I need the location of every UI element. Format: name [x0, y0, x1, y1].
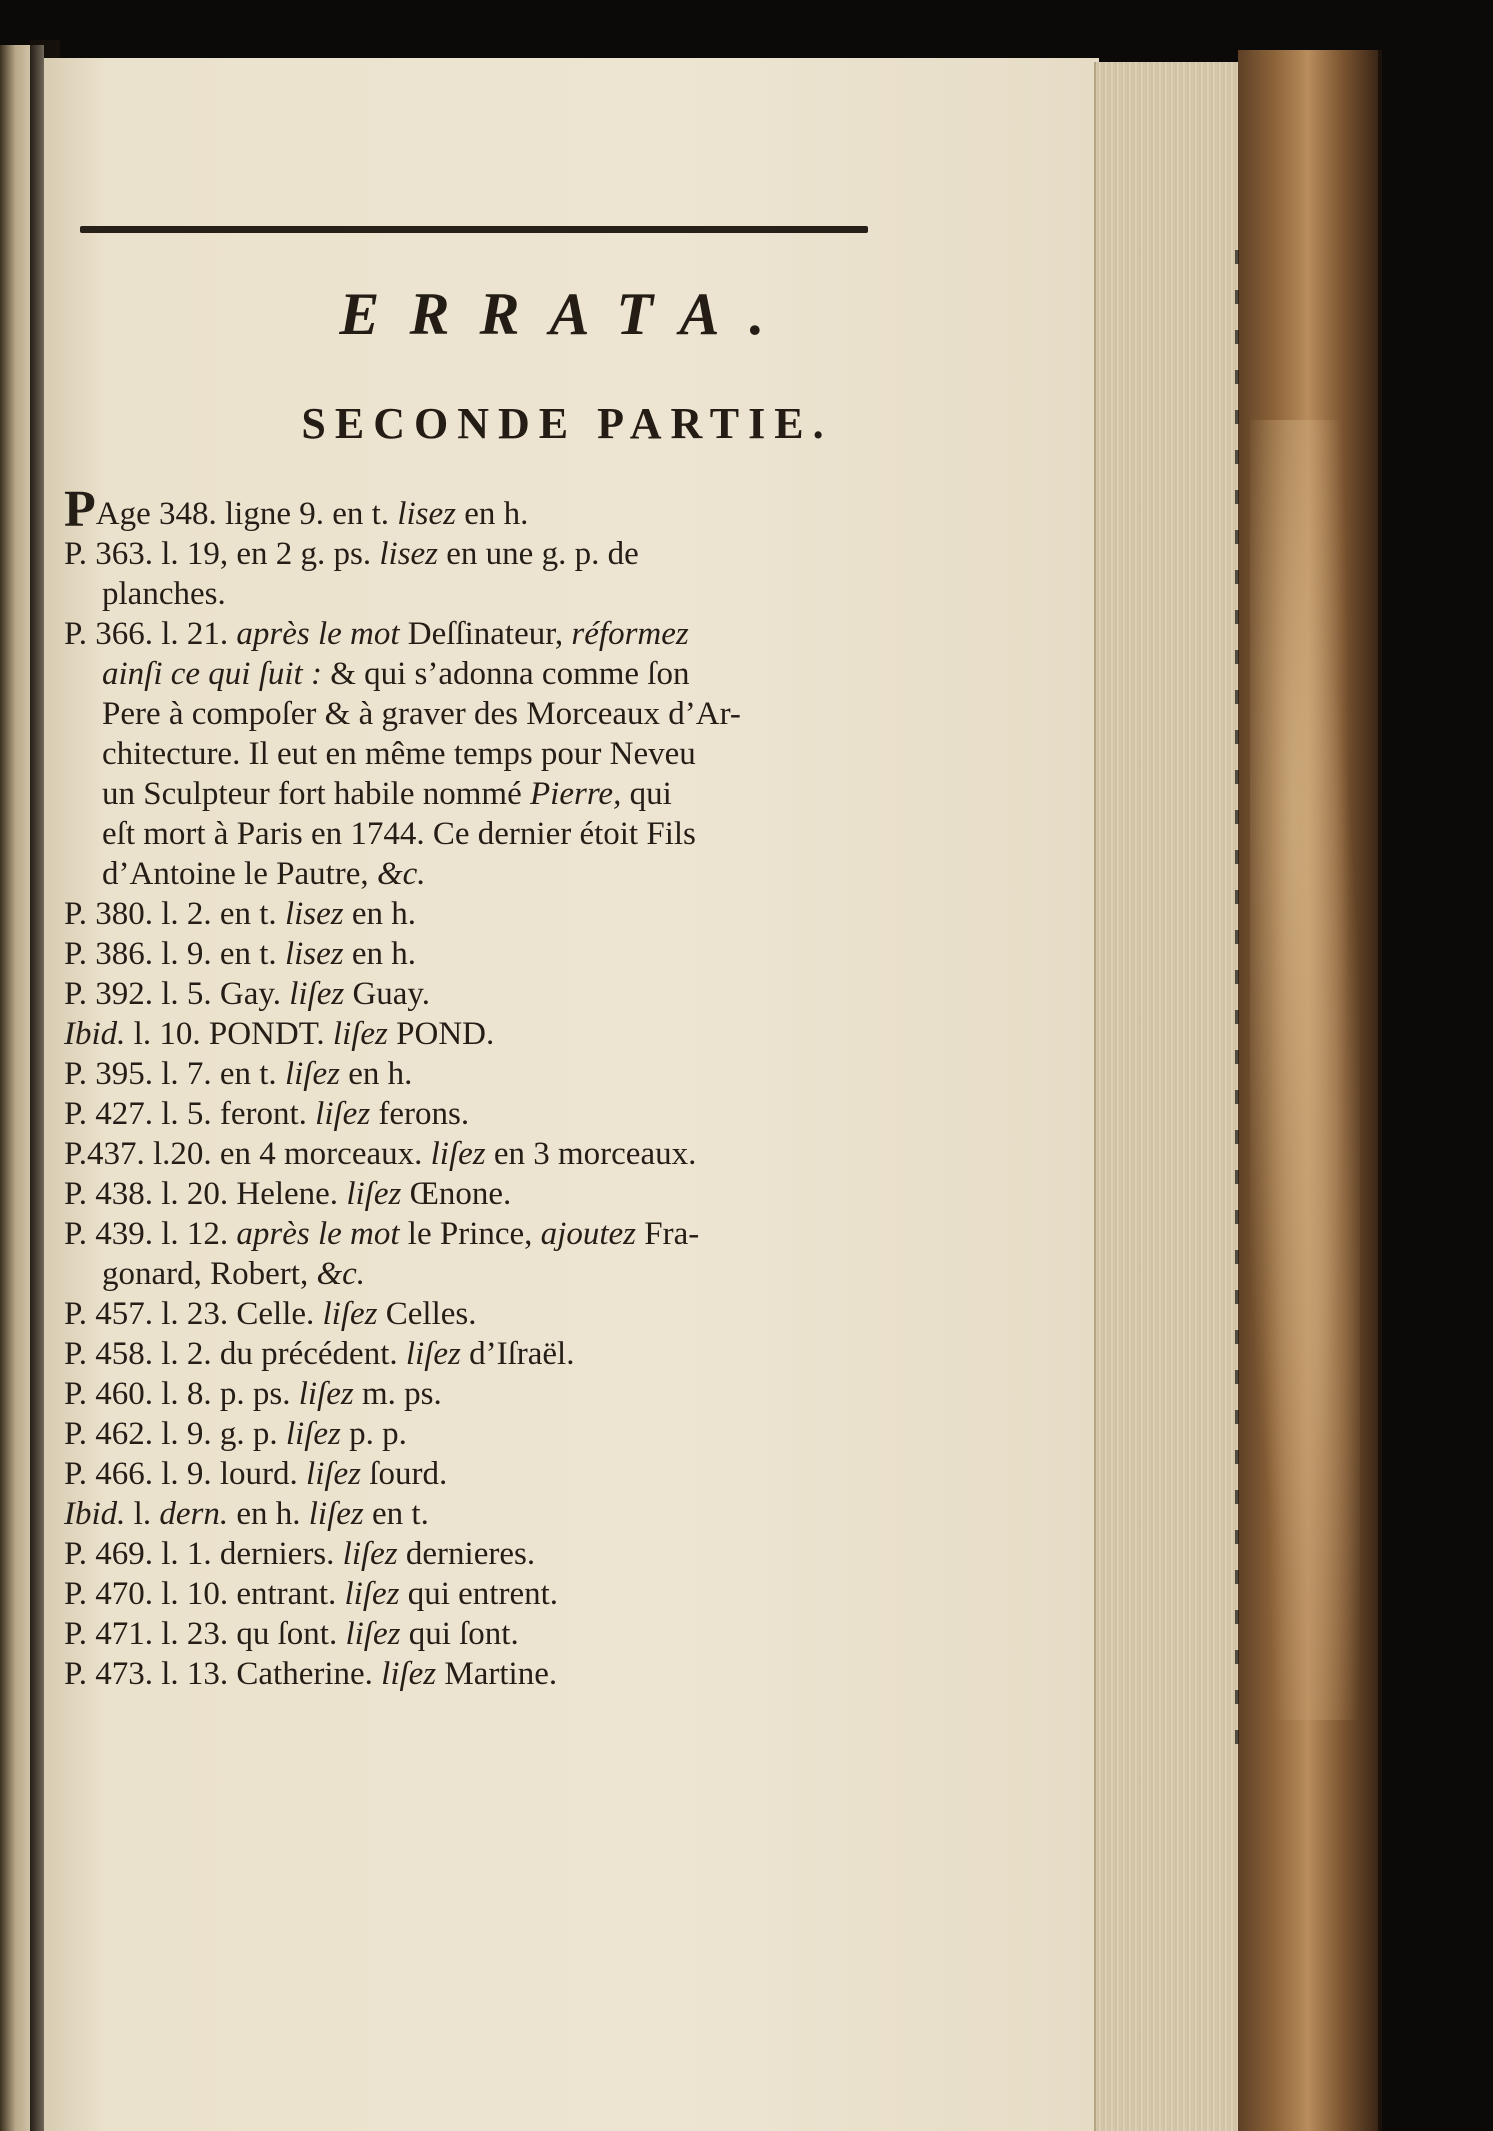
- errata-entry: Ibid. l. dern. en h. liſez en t.: [64, 1496, 429, 1532]
- errata-entry: P. 395. l. 7. en t. liſez en h.: [64, 1056, 413, 1092]
- errata-entry: P. 366. l. 21. après le mot Deſſinateur, réformez ainſi ce qui ſuit : & qui s’adonna comme ſon Pere à compoſer & à graver des Morceaux d’Ar- chitecture. Il eut en même temps pour Neveu un Sculpteur fort habile nommé Pierre, qui eſt mort à Paris en 1744. Ce dernier étoit Fils d’Antoine le Pautre, &c.: [64, 616, 741, 892]
- page-edges: [1094, 62, 1246, 2131]
- errata-entry: P. 392. l. 5. Gay. liſez Guay.: [64, 976, 431, 1012]
- errata-entry: P. 470. l. 10. entrant. liſez qui entrent.: [64, 1576, 559, 1612]
- cover-marbling: [1250, 420, 1360, 1720]
- errata-list: [64, 481, 884, 1694]
- errata-entry: P. 380. l. 2. en t. lisez en h.: [64, 896, 417, 932]
- errata-entry: P. 386. l. 9. en t. lisez en h.: [64, 936, 417, 972]
- errata-entry: P. 457. l. 23. Celle. liſez Celles.: [64, 1296, 477, 1332]
- errata-entry: P. 460. l. 8. p. ps. liſez m. ps.: [64, 1376, 442, 1412]
- errata-entry: P. 469. l. 1. derniers. liſez dernieres.: [64, 1536, 536, 1572]
- errata-entry: Ibid. l. 10. PONDT. liſez POND.: [64, 1016, 495, 1052]
- errata-entry: P. 473. l. 13. Catherine. liſez Martine.: [64, 1656, 558, 1692]
- errata-entry: P. 439. l. 12. après le mot le Prince, ajoutez Fra- gonard, Robert, &c.: [64, 1216, 700, 1292]
- errata-entry: P. 363. l. 19, en 2 g. ps. lisez en une g. p. de planches.: [64, 536, 639, 612]
- errata-entry: P. 438. l. 20. Helene. liſez Œnone.: [64, 1176, 512, 1212]
- errata-entry: P. 471. l. 23. qu ſont. liſez qui ſont.: [64, 1616, 519, 1652]
- errata-entry: P. 427. l. 5. feront. liſez ferons.: [64, 1096, 470, 1132]
- errata-entry: P.437. l.20. en 4 morceaux. liſez en 3 morceaux.: [64, 1136, 697, 1172]
- page-title: ERRATA.: [339, 281, 795, 347]
- header-rule: [80, 226, 868, 233]
- errata-entry: PAge 348. ligne 9. en t. lisez en h.: [64, 481, 529, 538]
- drop-cap: P: [64, 481, 96, 538]
- errata-entry: P. 462. l. 9. g. p. liſez p. p.: [64, 1416, 407, 1452]
- page-subtitle: SECONDE PARTIE.: [301, 399, 833, 448]
- sewing-marks: [1235, 250, 1239, 1750]
- errata-entry: P. 458. l. 2. du précédent. liſez d’Iſraël.: [64, 1336, 575, 1372]
- errata-entry: P. 466. l. 9. lourd. liſez ſourd.: [64, 1456, 448, 1492]
